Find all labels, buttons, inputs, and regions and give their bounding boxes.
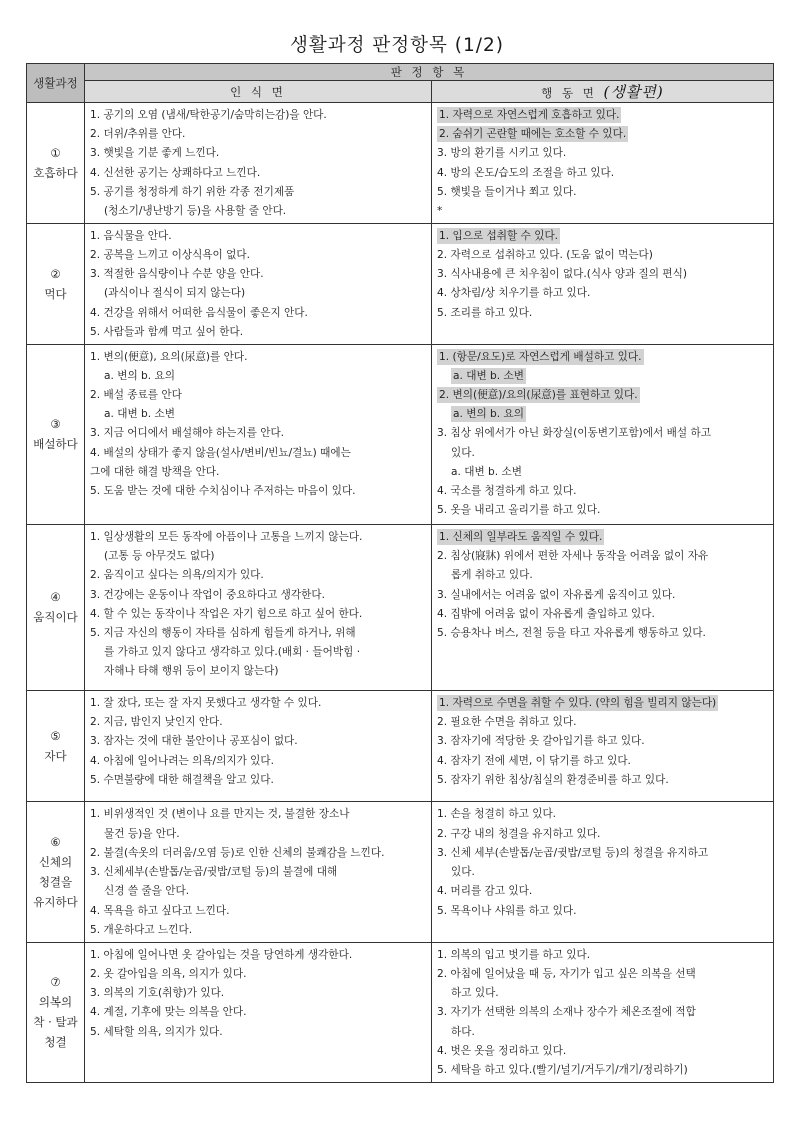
action-item <box>437 202 767 221</box>
cognition-item <box>90 752 425 771</box>
cognition-item <box>90 921 425 940</box>
action-item <box>437 902 767 921</box>
table-row <box>27 344 774 524</box>
cognition-item <box>90 984 425 1003</box>
action-item-text: 5. 햇빛을 들이거나 쬐고 있다. <box>437 185 577 198</box>
action-item <box>437 805 767 824</box>
action-item <box>437 624 767 643</box>
action-item <box>437 1003 767 1022</box>
action-item <box>437 463 767 482</box>
cognition-item <box>90 694 425 713</box>
cognition-item-text: 3. 건강에는 운동이나 작업이 중요하다고 생각한다. <box>90 588 325 601</box>
cognition-item-text: 4. 아침에 일어나려는 의욕/의지가 있다. <box>90 754 275 767</box>
cognition-item <box>90 882 425 901</box>
life-process-name: 청결을 <box>38 875 73 890</box>
action-item-text: 2. 자력으로 섭취하고 있다. (도움 없이 먹는다) <box>437 248 653 261</box>
cognition-item-text: a. 대변 b. 소변 <box>104 408 175 421</box>
cognition-item-text: 4. 건강을 위해서 어떠한 음식물이 좋은지 안다. <box>90 306 308 319</box>
action-item <box>437 547 767 566</box>
cognition-item <box>90 202 425 221</box>
life-process-name: 먹다 <box>44 286 67 301</box>
cognition-item-text: 1. 음식물을 안다. <box>90 229 172 242</box>
action-item <box>437 586 767 605</box>
action-item-text: 3. 실내에서는 어려움 없이 자유롭게 움직이고 있다. <box>437 588 676 601</box>
life-process-cell <box>27 691 85 802</box>
cognition-item <box>90 566 425 585</box>
cognition-item-text: 4. 배설의 상태가 좋지 않을(설사/변비/빈뇨/결뇨) 때에는 <box>90 446 351 459</box>
life-process-name: 자다 <box>44 749 67 764</box>
action-item <box>437 304 767 323</box>
cognition-item-text: 5. 지금 자신의 행동이 자타를 심하게 힘들게 하거나, 위해 <box>90 626 356 639</box>
cognition-cell <box>85 103 432 224</box>
action-item <box>437 946 767 965</box>
action-item <box>437 501 767 520</box>
life-process-cell <box>27 223 85 344</box>
cognition-item <box>90 643 425 662</box>
action-item-text: 있다. <box>451 866 475 879</box>
action-item <box>437 1023 767 1042</box>
life-process-cell <box>27 802 85 942</box>
action-item-text: 2. 숨쉬기 곤란할 때에는 호소할 수 있다. <box>439 128 627 141</box>
cognition-item-text: 1. 비위생적인 것 (변이나 요를 만지는 것, 불결한 장소나 <box>90 808 350 821</box>
cognition-item <box>90 284 425 303</box>
action-cell <box>432 691 774 802</box>
table-row <box>27 802 774 942</box>
cognition-item-text: 1. 변의(便意), 요의(尿意)를 안다. <box>90 350 248 363</box>
action-item-text: a. 변의 b. 요의 <box>453 408 524 421</box>
action-item <box>437 984 767 1003</box>
cognition-item-text: 1. 아침에 일어나면 옷 갈아입는 것을 당연하게 생각한다. <box>90 948 353 961</box>
cognition-item <box>90 463 425 482</box>
action-item-text: 1. 손을 청결히 하고 있다. <box>437 808 557 821</box>
cognition-item <box>90 662 425 681</box>
cognition-item-text: 그에 대한 해결 방책을 안다. <box>90 465 220 478</box>
table-row <box>27 223 774 344</box>
cognition-item <box>90 144 425 163</box>
table-row <box>27 524 774 690</box>
action-item <box>437 752 767 771</box>
action-item <box>437 227 767 246</box>
action-item <box>437 144 767 163</box>
life-process-number: ④ <box>50 590 61 605</box>
cognition-item-text: 4. 목욕을 하고 싶다고 느낀다. <box>90 904 230 917</box>
action-item-text: * <box>437 205 443 218</box>
action-item-text: 5. 옷을 내리고 올리기를 하고 있다. <box>437 504 601 517</box>
life-process-number: ⑥ <box>50 835 61 850</box>
cognition-cell <box>85 942 432 1082</box>
cognition-item-text: a. 변의 b. 요의 <box>104 369 175 382</box>
life-process-name: 배설하다 <box>33 437 78 452</box>
action-item <box>437 284 767 303</box>
action-item-text: a. 대변 b. 소변 <box>453 369 524 382</box>
cognition-item-text: 자해나 타해 행위 등이 보이지 않는다) <box>104 665 279 678</box>
action-item-text: 3. 침상 위에서가 아닌 화장실(이동변기포함)에서 배설 하고 <box>437 427 711 440</box>
action-item <box>437 605 767 624</box>
cognition-cell <box>85 524 432 690</box>
cognition-item-text: 5. 개운하다고 느낀다. <box>90 923 193 936</box>
cognition-item-text: 3. 적절한 음식량이나 수분 양을 안다. <box>90 268 264 281</box>
life-process-name: 의복의 <box>38 995 73 1010</box>
cognition-item <box>90 825 425 844</box>
life-process-number: ⑤ <box>50 729 61 744</box>
action-item <box>437 183 767 202</box>
cognition-item <box>90 946 425 965</box>
cognition-item <box>90 902 425 921</box>
action-item-text: 5. 조리를 하고 있다. <box>437 306 533 319</box>
cognition-item-text: 2. 옷 갈아입을 의욕, 의지가 있다. <box>90 967 247 980</box>
action-cell <box>432 103 774 224</box>
action-item <box>437 1061 767 1080</box>
cognition-item <box>90 386 425 405</box>
action-item-text: 2. 침상(寢牀) 위에서 편한 자세나 동작을 어려움 없이 자유 <box>437 550 709 563</box>
cognition-item-text: 2. 지금, 밤인지 낮인지 안다. <box>90 716 223 729</box>
page-title: 생활과정 판정항목 (1/2) <box>290 35 504 56</box>
life-process-cell <box>27 344 85 524</box>
action-item <box>437 882 767 901</box>
action-item <box>437 694 767 713</box>
header-judgement-items: 판 정 항 목 <box>85 64 774 81</box>
life-process-cell <box>27 524 85 690</box>
cognition-item <box>90 547 425 566</box>
cognition-item <box>90 183 425 202</box>
cognition-item-text: 물건 등)을 안다. <box>104 827 180 840</box>
action-item-text: 3. 잠자기에 적당한 옷 갈아입기를 하고 있다. <box>437 735 645 748</box>
life-process-name: 유지하다 <box>33 895 78 910</box>
cognition-item <box>90 586 425 605</box>
action-item-text: 1. 신체의 일부라도 움직일 수 있다. <box>439 530 603 543</box>
action-item <box>437 732 767 751</box>
action-item-text: 4. 국소를 청결하게 하고 있다. <box>437 484 577 497</box>
action-item <box>437 713 767 732</box>
action-item-text: 5. 승용차나 버스, 전철 등을 타고 자유롭게 행동하고 있다. <box>437 626 706 639</box>
cognition-item-text: 1. 잘 잤다, 또는 잘 자지 못했다고 생각할 수 있다. <box>90 697 322 710</box>
cognition-item-text: 5. 사람들과 함께 먹고 싶어 한다. <box>90 325 244 338</box>
cognition-item-text: 2. 배설 종료를 안다 <box>90 388 182 401</box>
life-process-number: ⑦ <box>50 975 61 990</box>
life-process-name: 신체의 <box>38 855 73 870</box>
action-item <box>437 1042 767 1061</box>
cognition-item <box>90 528 425 547</box>
action-item <box>437 246 767 265</box>
life-process-name: 착 · 탈과 <box>33 1015 78 1030</box>
cognition-item <box>90 844 425 863</box>
action-item-text: 4. 방의 온도/습도의 조절을 하고 있다. <box>437 166 615 179</box>
cognition-item <box>90 624 425 643</box>
action-item-text: 2. 구강 내의 청결을 유지하고 있다. <box>437 827 601 840</box>
action-item-text: a. 대변 b. 소변 <box>451 465 522 478</box>
action-item-text: 4. 벗은 옷을 정리하고 있다. <box>437 1044 567 1057</box>
cognition-item <box>90 323 425 342</box>
action-item-text: 2. 변의(便意)/요의(尿意)를 표현하고 있다. <box>439 388 638 401</box>
cognition-item <box>90 106 425 125</box>
action-item-text: 3. 자기가 선택한 의복의 소재나 장수가 체온조절에 적합 <box>437 1006 696 1019</box>
cognition-item <box>90 965 425 984</box>
cognition-item-text: 4. 계절, 기후에 맞는 의복을 안다. <box>90 1006 247 1019</box>
life-process-name: 청결 <box>44 1035 67 1050</box>
cognition-item <box>90 805 425 824</box>
cognition-item <box>90 304 425 323</box>
cognition-item <box>90 246 425 265</box>
cognition-item-text: 3. 햇빛을 기분 좋게 느낀다. <box>90 147 220 160</box>
action-cell <box>432 223 774 344</box>
header-action-label: 행 동 면 <box>541 86 597 100</box>
action-item-text: 있다. <box>451 446 475 459</box>
cognition-cell <box>85 223 432 344</box>
life-process-cell <box>27 942 85 1082</box>
cognition-item-text: 4. 신선한 공기는 상쾌하다고 느낀다. <box>90 166 261 179</box>
cognition-item <box>90 771 425 790</box>
action-item <box>437 367 767 386</box>
cognition-item <box>90 732 425 751</box>
action-item-text: 하다. <box>451 1025 475 1038</box>
cognition-item <box>90 713 425 732</box>
cognition-item-text: 2. 더위/추위를 안다. <box>90 128 186 141</box>
cognition-item-text: 1. 일상생활의 모든 동작에 아픔이나 고통을 느끼지 않는다. <box>90 530 363 543</box>
cognition-item <box>90 482 425 501</box>
action-cell <box>432 344 774 524</box>
cognition-item <box>90 863 425 882</box>
cognition-item-text: 2. 공복을 느끼고 이상식욕이 없다. <box>90 248 250 261</box>
cognition-cell <box>85 344 432 524</box>
cognition-item <box>90 444 425 463</box>
action-item-text: 4. 잠자기 전에 세면, 이 닦기를 하고 있다. <box>437 754 631 767</box>
action-item <box>437 386 767 405</box>
life-process-cell <box>27 103 85 224</box>
action-item <box>437 844 767 863</box>
life-process-name: 움직이다 <box>33 610 78 625</box>
action-item-text: 4. 머리를 감고 있다. <box>437 885 533 898</box>
action-cell <box>432 942 774 1082</box>
cognition-item-text: 3. 의복의 기호(취향)가 있다. <box>90 987 225 1000</box>
cognition-item-text: 5. 세탁할 의욕, 의지가 있다. <box>90 1025 223 1038</box>
life-process-number: ② <box>50 266 61 281</box>
action-item-text: 2. 아침에 일어났을 때 등, 자기가 입고 싶은 의복을 선택 <box>437 967 696 980</box>
cognition-item-text: 2. 움직이고 싶다는 의욕/의지가 있다. <box>90 569 264 582</box>
header-action-handwritten-note: (생활편) <box>603 83 664 101</box>
action-item <box>437 965 767 984</box>
action-item <box>437 825 767 844</box>
cognition-item <box>90 265 425 284</box>
judgement-table <box>26 63 774 1083</box>
action-item-text: 5. 잠자기 위한 침상/침실의 환경준비를 하고 있다. <box>437 773 669 786</box>
action-item <box>437 863 767 882</box>
cognition-item <box>90 367 425 386</box>
action-item <box>437 106 767 125</box>
cognition-item-text: 4. 할 수 있는 동작이나 작업은 자기 힘으로 하고 싶어 한다. <box>90 607 363 620</box>
cognition-item-text: 를 가하고 있지 않다고 생각하고 있다.(배회 · 들어박힘 · <box>104 646 361 659</box>
cognition-item-text: 2. 불결(속옷의 더러움/오염 등)로 인한 신체의 불쾌감을 느낀다. <box>90 846 385 859</box>
cognition-item-text: 5. 수면불량에 대한 해결책을 알고 있다. <box>90 773 274 786</box>
action-item <box>437 125 767 144</box>
table-row <box>27 942 774 1082</box>
cognition-item-text: 5. 공기를 청정하게 하기 위한 각종 전기제품 <box>90 185 295 198</box>
action-item-text: 1. 자력으로 자연스럽게 호흡하고 있다. <box>439 109 620 121</box>
action-item-text: 3. 식사내용에 큰 치우침이 없다.(식사 양과 질의 편식) <box>437 268 687 281</box>
cognition-item-text: (청소기/냉난방기 등)을 사용할 줄 안다. <box>104 205 287 218</box>
action-item <box>437 265 767 284</box>
cognition-item-text: (과식이나 절식이 되지 않는다) <box>104 287 246 300</box>
action-item-text: 3. 신체 세부(손발톱/눈곱/귓밥/코털 등)의 청결을 유지하고 <box>437 846 709 859</box>
cognition-cell <box>85 691 432 802</box>
action-item-text: 롭게 취하고 있다. <box>451 569 533 582</box>
life-process-number: ③ <box>50 417 61 432</box>
cognition-item-text: (고통 등 아무것도 없다) <box>104 550 215 563</box>
cognition-item <box>90 227 425 246</box>
cognition-item <box>90 164 425 183</box>
action-item <box>437 566 767 585</box>
action-item-text: 1. (항문/요도)로 자연스럽게 배설하고 있다. <box>439 350 642 363</box>
cognition-item <box>90 605 425 624</box>
action-item <box>437 405 767 424</box>
action-item-text: 2. 필요한 수면을 취하고 있다. <box>437 716 577 729</box>
cognition-item <box>90 405 425 424</box>
cognition-cell <box>85 802 432 942</box>
header-action <box>432 81 774 103</box>
cognition-item-text: 5. 도움 받는 것에 대한 수치심이나 주저하는 마음이 있다. <box>90 484 356 497</box>
action-item-text: 1. 자력으로 수면을 취할 수 있다. (약의 힘을 빌리지 않는다) <box>439 697 717 710</box>
action-cell <box>432 802 774 942</box>
action-item-text: 1. 입으로 섭취할 수 있다. <box>439 229 559 242</box>
table-row <box>27 691 774 802</box>
cognition-item <box>90 125 425 144</box>
action-item-text: 하고 있다. <box>451 987 499 1000</box>
action-item <box>437 482 767 501</box>
action-item <box>437 424 767 443</box>
cognition-item <box>90 348 425 367</box>
action-item <box>437 164 767 183</box>
cognition-item <box>90 424 425 443</box>
cognition-item-text: 3. 지금 어디에서 배설해야 하는지를 안다. <box>90 427 285 440</box>
action-cell <box>432 524 774 690</box>
action-item-text: 3. 방의 환기를 시키고 있다. <box>437 147 567 160</box>
cognition-item-text: 3. 잠자는 것에 대한 불안이나 공포심이 없다. <box>90 735 298 748</box>
action-item <box>437 771 767 790</box>
cognition-item-text: 1. 공기의 오염 (냄새/탁한공기/숨막히는감)을 안다. <box>90 109 327 121</box>
life-process-number: ① <box>50 145 61 160</box>
action-item <box>437 528 767 547</box>
cognition-item-text: 3. 신체세부(손발톱/눈곱/귓밥/코털 등)의 불결에 대해 <box>90 866 338 879</box>
table-row <box>27 103 774 224</box>
cognition-item <box>90 1023 425 1042</box>
action-item-text: 4. 상차림/상 치우기를 하고 있다. <box>437 287 591 300</box>
cognition-item-text: 신경 쓸 줄을 안다. <box>104 885 190 898</box>
cognition-item <box>90 1003 425 1022</box>
action-item <box>437 348 767 367</box>
life-process-name: 호흡하다 <box>33 165 78 180</box>
action-item <box>437 444 767 463</box>
action-item-text: 4. 집밖에 어려움 없이 자유롭게 출입하고 있다. <box>437 607 655 620</box>
action-item-text: 1. 의복의 입고 벗기를 하고 있다. <box>437 948 591 961</box>
header-cognition: 인 식 면 <box>85 81 432 103</box>
header-life-process: 생활과정 <box>27 64 85 103</box>
action-item-text: 5. 세탁을 하고 있다.(빨기/널기/거두기/개기/정리하기) <box>437 1063 688 1076</box>
action-item-text: 5. 목욕이나 샤워를 하고 있다. <box>437 904 577 917</box>
